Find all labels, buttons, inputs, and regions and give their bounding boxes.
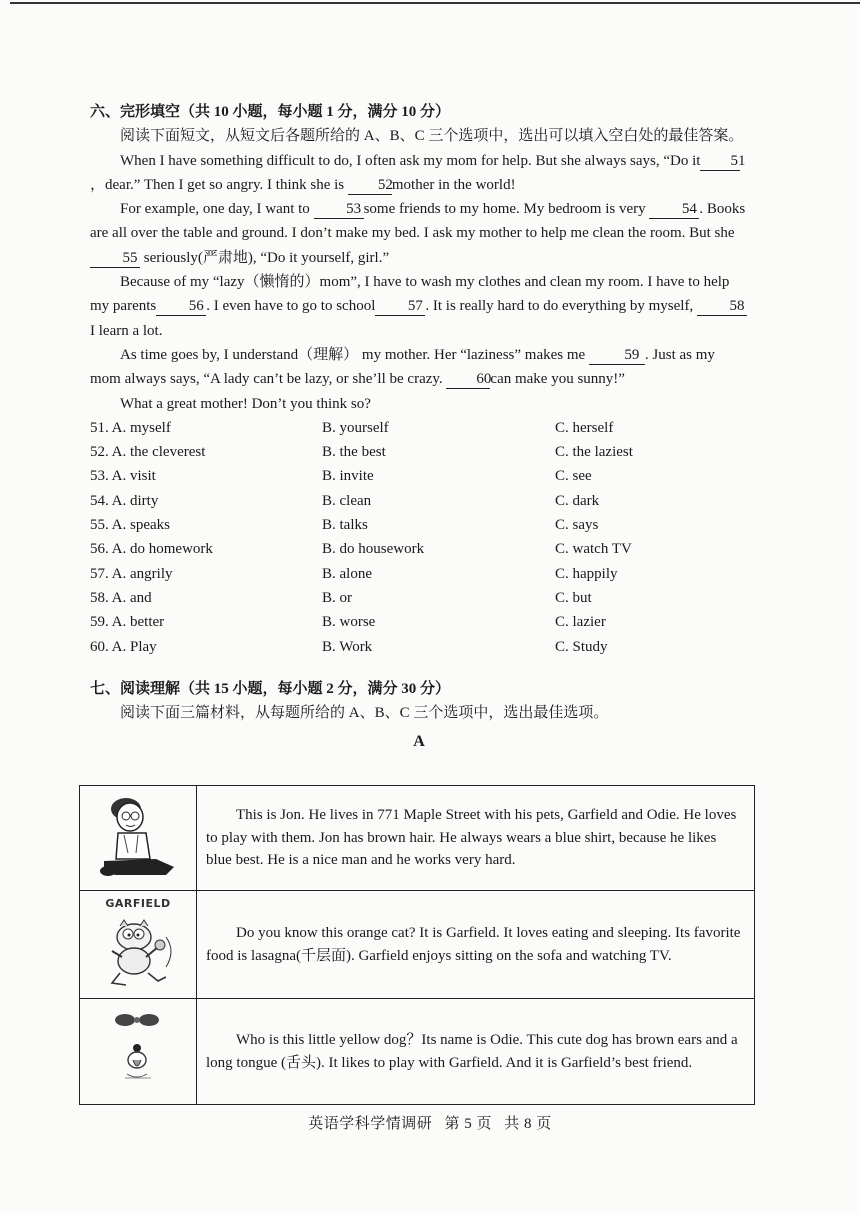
blank-54: 54 [649,200,699,219]
odie-description: Who is this little yellow dog？Its name is Odie. This cute dog has brown ears and a long tongue (舌头). It likes to play with Garfield. And it is Garfield’s best friend. [206,1032,738,1071]
passage-paragraph-4 [90,343,748,392]
blank-55: 55 [90,249,140,268]
option-b: B. yourself [322,419,389,436]
option-row [90,440,748,464]
option-a: 51. A. myself [90,419,171,436]
passage-text: As time goes by, I understand（理解） my mother. Her “laziness” makes me [120,346,586,363]
option-c: C. happily [555,565,618,582]
jon-cartoon-icon [96,789,180,879]
option-b: B. the best [322,444,386,461]
table-row [80,999,755,1105]
character-table [79,785,755,1105]
passage-text: When I have something difficult to do, I often ask my mom for help. But she always says, “Do it [120,152,701,169]
jon-description-cell [197,786,755,891]
option-a: 56. A. do homework [90,541,213,558]
option-a: 58. A. and [90,589,152,606]
option-row [90,635,748,659]
option-row [90,562,748,586]
table-row [80,891,755,999]
option-c: C. says [555,517,599,534]
option-b: B. alone [322,565,372,582]
option-a: 55. A. speaks [90,517,170,534]
passage-paragraph-3 [90,270,748,343]
blank-56: 56 [156,297,206,316]
option-b: B. clean [322,492,372,509]
option-c: C. see [555,468,592,485]
option-b: B. invite [322,468,374,485]
option-b: B. do housework [322,541,425,558]
passage-text: mother in the world! [391,176,516,193]
blank-58: 58 [697,297,747,316]
passage-text: Because of my “lazy（懒惰的）mom”, I have to wash my clothes and clean my room. I have to help my parents [90,274,730,315]
option-row [90,464,748,488]
option-c: C. the laziest [555,444,633,461]
passage-a-label: A [413,733,425,751]
option-row [90,586,748,610]
picture-cell [80,999,197,1105]
option-a: 57. A. angrily [90,565,173,582]
page-footer [0,1112,860,1133]
passage-text: . Just as my mom always says, “A lady can’t be lazy, or she’ll be crazy. [90,346,715,388]
section-6-instruction: 阅读下面短文，从短文后各题所给的 A、B、C 三个选项中，选出可以填入空白处的最佳答案。 [120,128,744,145]
passage-text: . It is really hard to do everything by myself, [425,298,694,315]
footer-page-number: 第 5 页 [444,1116,492,1132]
option-row [90,537,748,561]
passage-text: . I even have to go to school [206,298,376,315]
option-a: 53. A. visit [90,468,156,485]
options-list [90,416,748,659]
option-row [90,610,748,634]
option-b: B. talks [322,517,368,534]
garfield-logo-text: GARFIELD [105,896,171,910]
exam-page [90,100,748,761]
option-a: 54. A. dirty [90,492,159,509]
blank-53: 53 [314,200,364,219]
top-border-line [10,2,860,4]
option-b: B. worse [322,614,376,631]
passage-text: I learn a lot. [90,322,163,339]
section-6-heading: 六、完形填空（共 10 小题，每小题 1 分，满分 10 分） [90,104,451,120]
option-c: C. herself [555,419,614,436]
blank-52: 52 [348,176,392,195]
option-c: C. dark [555,492,600,509]
picture-cell [80,786,197,891]
option-c: C. watch TV [555,541,632,558]
passage-text: can make you sunny!” [490,371,625,388]
footer-total-pages: 共 8 页 [504,1116,552,1132]
option-c: C. but [555,589,592,606]
passage-paragraph-5: What a great mother! Don’t you think so? [120,395,371,412]
passage-text: . Books are all over the table and ground. I don’t make my bed. I ask my mother to help me clean the room. But she [90,201,746,242]
picture-cell [80,891,197,999]
passage-paragraph-2 [90,197,748,270]
option-row [90,416,748,440]
section-7-instruction: 阅读下面三篇材料，从每题所给的 A、B、C 三个选项中，选出最佳选项。 [120,705,609,722]
blank-60: 60 [446,370,490,389]
footer-subject: 英语学科学情调研 [308,1116,433,1132]
passage-text: ，dear.” Then I get so angry. I think she is [90,176,345,193]
option-a: 52. A. the cleverest [90,444,206,461]
passage-text: some friends to my home. My bedroom is very [363,201,646,218]
option-row [90,489,748,513]
garfield-description: Do you know this orange cat? It is Garfield. It loves eating and sleeping. Its favorite food is lasagna(千层面). Garfield enjoys sitting on the sofa and watching TV. [206,925,741,964]
table-row [80,786,755,891]
option-b: B. Work [322,638,373,655]
odie-description-cell [197,999,755,1105]
option-a: 59. A. better [90,614,165,631]
option-b: B. or [322,589,352,606]
garfield-description-cell [197,891,755,999]
passage-paragraph-1 [90,149,748,198]
section-7-heading: 七、阅读理解（共 15 小题，每小题 2 分，满分 30 分） [90,680,451,697]
jon-description: This is Jon. He lives in 771 Maple Street with his pets, Garfield and Odie. He loves to play with them. Jon has brown hair. He always wears a blue shirt, because he likes blue best. He is a nice man and he works very hard. [206,807,737,869]
blank-59: 59 [589,346,645,365]
passage-text: seriously(严肃地), “Do it yourself, girl.” [143,249,390,266]
blank-51: 51 [700,152,740,171]
option-c: C. lazier [555,614,606,631]
option-row [90,513,748,537]
option-c: C. Study [555,638,608,655]
blank-57: 57 [375,297,425,316]
option-a: 60. A. Play [90,638,157,655]
passage-text: For example, one day, I want to [120,201,310,218]
odie-cartoon-icon [103,1008,173,1088]
garfield-cartoon-icon [96,917,180,989]
